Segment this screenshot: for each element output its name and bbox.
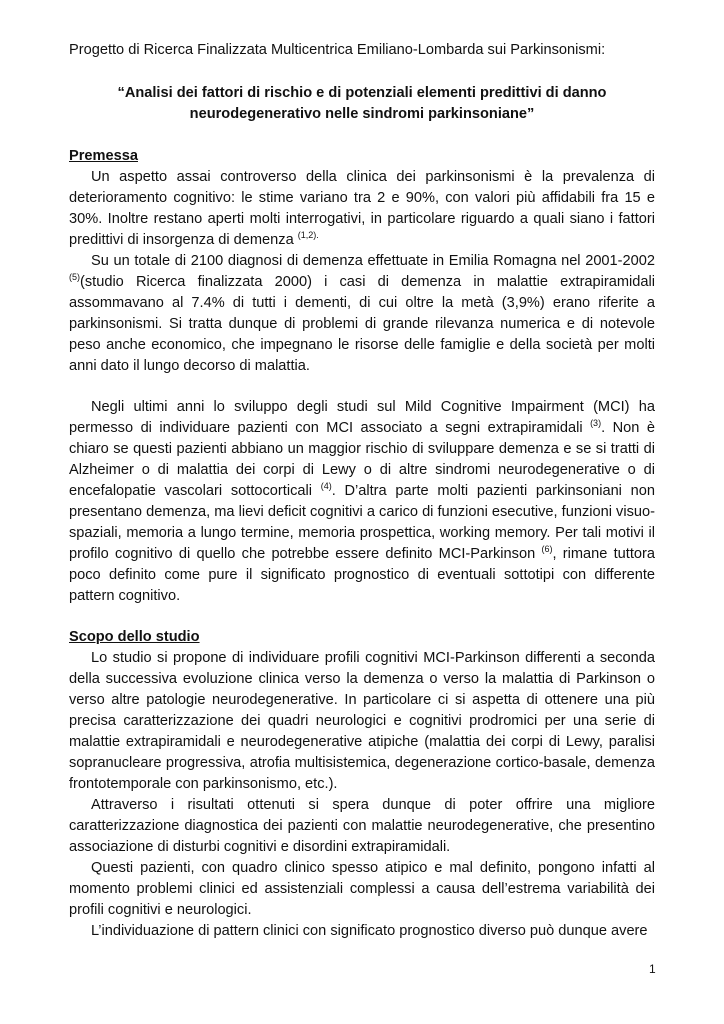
premessa-p2-text-a: Su un totale di 2100 diagnosi di demenza effettuate in Emilia Romagna nel 2001-2002	[91, 253, 655, 269]
reference-superscript: (3)	[590, 418, 602, 428]
document-title	[69, 83, 655, 125]
scopo-paragraph-3: Questi pazienti, con quadro clinico spesso atipico e mal definito, pongono infatti al momento problemi clinici ed assistenziali complessi a causa dell’estrema variabilità dei profili cognitivi e neurologici.	[69, 860, 655, 918]
scopo-paragraph-4: L’individuazione di pattern clinici con significato prognostico diverso può dunque avere	[91, 923, 648, 939]
page-content	[69, 40, 655, 942]
premessa-heading: Premessa	[69, 148, 138, 164]
scopo-paragraph-1: Lo studio si propone di individuare profili cognitivi MCI-Parkinson differenti a seconda della successiva evoluzione clinica verso la demenza o verso la malattia di Parkinson o verso altre patologie neurodegenerative. In particolare ci si aspetta di ottenere una più precisa caratterizzazione dei quadri neurologici e cognitivi prodromici per una serie di malattie extrapiramidali e neurodegenerative atipiche (malattia dei corpi di Lewy, paralisi sopranucleare progressiva, atrofia multisistemica, degenerazione cortico-basale, demenza frontotemporale con parkinsonismo, etc.).	[69, 650, 655, 792]
premessa-p2-text-b: (studio Ricerca finalizzata 2000) i casi di demenza in malattie extrapiramidali assommavano al 7.4% di tutti i dementi, di cui oltre la metà (3,9%) erano riferite a parkinsonismi. Si tratta dunque di problemi di grande rilevanza numerica e di notevole peso anche economico, che impegnano le risorse delle famiglie e della società per molti anni dato il lungo decorso di malattia.	[69, 274, 655, 374]
page-number: 1	[649, 962, 656, 976]
title-line-2: neurodegenerativo nelle sindromi parkinsoniane”	[189, 106, 535, 122]
premessa-p1-text: Un aspetto assai controverso della clinica dei parkinsonismi è la prevalenza di deterioramento cognitivo: le stime variano tra 2 e 90%, con valori più affidabili fra 15 e 30%. Inoltre restano aperti molti interrogativi, in particolare riguardo a quali siano i fattori predittivi di insorgenza di demenza	[69, 169, 655, 248]
premessa-paragraph-2	[69, 251, 655, 377]
premessa-paragraph-3	[69, 397, 655, 607]
reference-superscript: (4)	[320, 481, 332, 491]
premessa-p3-text-b: . Non è chiaro se questi pazienti abbiano un maggior rischio di sviluppare demenza e se si tratti di Alzheimer o di malattia dei corpi di Lewy o di altre sindromi neurodegenerative o di encefalopatie vascolari sottocorticali	[69, 420, 655, 499]
reference-superscript: (1,2).	[297, 230, 319, 240]
premessa-p3-text-c: . D’altra parte molti pazienti parkinsoniani non presentano demenza, ma lievi deficit cognitivi a carico di funzioni esecutive, funzioni visuo-spaziali, memoria a lungo termine, memoria prospettica, working memory. Per tali motivi il profilo cognitivo di quello che potrebbe essere definito MCI-Parkinson	[69, 483, 655, 562]
reference-superscript: (5)	[69, 272, 80, 282]
scopo-paragraph-2: Attraverso i risultati ottenuti si spera dunque di poter offrire una migliore caratterizzazione diagnostica dei pazienti con malattie neurodegenerative, che presentino associazione di disturbi cognitivi e disordini extrapiramidali.	[69, 797, 655, 855]
premessa-p3-text-a: Negli ultimi anni lo sviluppo degli studi sul Mild Cognitive Impairment (MCI) ha permesso di individuare pazienti con MCI associato a segni extrapiramidali	[69, 399, 655, 436]
premessa-paragraph-1	[69, 167, 655, 251]
reference-superscript: (6)	[541, 544, 553, 554]
scopo-heading: Scopo dello studio	[69, 629, 200, 645]
premessa-p3-text-d: , rimane tuttora poco definito come pure il significato prognostico di eventuali sottotipi con differente pattern cognitivo.	[69, 546, 655, 604]
project-header: Progetto di Ricerca Finalizzata Multicentrica Emiliano-Lombarda sui Parkinsonismi:	[69, 42, 606, 58]
title-line-1: “Analisi dei fattori di rischio e di potenziali elementi predittivi di danno	[117, 85, 607, 101]
